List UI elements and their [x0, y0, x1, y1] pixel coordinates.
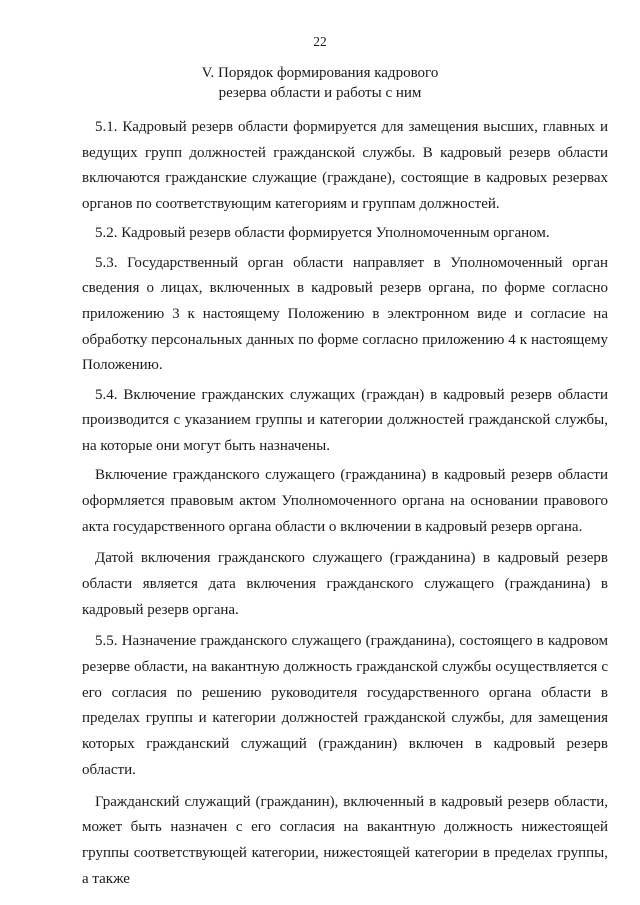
- section-heading-line-1: V. Порядок формирования кадрового: [201, 65, 439, 81]
- section-heading: [0, 63, 640, 103]
- paragraph-5-1: 5.1. Кадровый резерв области формируется для замещения высших, главных и ведущих групп должностей гражданской службы. В кадровый резерв области включаются гражданские служащие (граждане), состоящие в кадровых резервах органов по соответствующим категориям и группам должностей.: [82, 119, 608, 213]
- page-number: 22: [313, 34, 327, 49]
- section-heading-line-2: резерва области и работы с ним: [218, 85, 422, 101]
- paragraph-5-4-inclusion: Включение гражданского служащего (гражданина) в кадровый резерв области оформляется правовым актом Уполномоченного органа на основании правового акта государственного органа области о включении в кадровый резерв органа.: [82, 467, 608, 535]
- paragraph-5-2: 5.2. Кадровый резерв области формируется Уполномоченным органом.: [95, 225, 550, 242]
- paragraph-5-4-date: Датой включения гражданского служащего (гражданина) в кадровый резерв области является дата включения гражданского служащего (гражданина) в кадровый резерв органа.: [82, 550, 608, 618]
- paragraph-5-5-lower-position: Гражданский служащий (гражданин), включенный в кадровый резерв области, может быть назначен с его согласия на вакантную должность нижестоящей группы соответствующей категории, нижестоящей категории в пределах группы, а также: [82, 793, 608, 887]
- paragraph-5-3: 5.3. Государственный орган области направляет в Уполномоченный орган сведения о лицах, включенных в кадровый резерв органа, по форме согласно приложению 3 к настоящему Положению в электронном виде и согласие на обработку персональных данных по форме согласно приложению 4 к настоящему Положению.: [82, 254, 608, 374]
- paragraph-5-5: 5.5. Назначение гражданского служащего (гражданина), состоящего в кадровом резерве области, на вакантную должность гражданской службы осуществляется с его согласия по решению руководителя государственного органа области в пределах группы и категории должностей гражданской службы, для замещения которых гражданский служащий (гражданин) включен в кадровый резерв области.: [82, 633, 608, 778]
- paragraph-5-4: 5.4. Включение гражданских служащих (граждан) в кадровый резерв области производится с указанием группы и категории должностей гражданской службы, на которые они могут быть назначены.: [82, 386, 608, 454]
- document-body: [82, 115, 608, 896]
